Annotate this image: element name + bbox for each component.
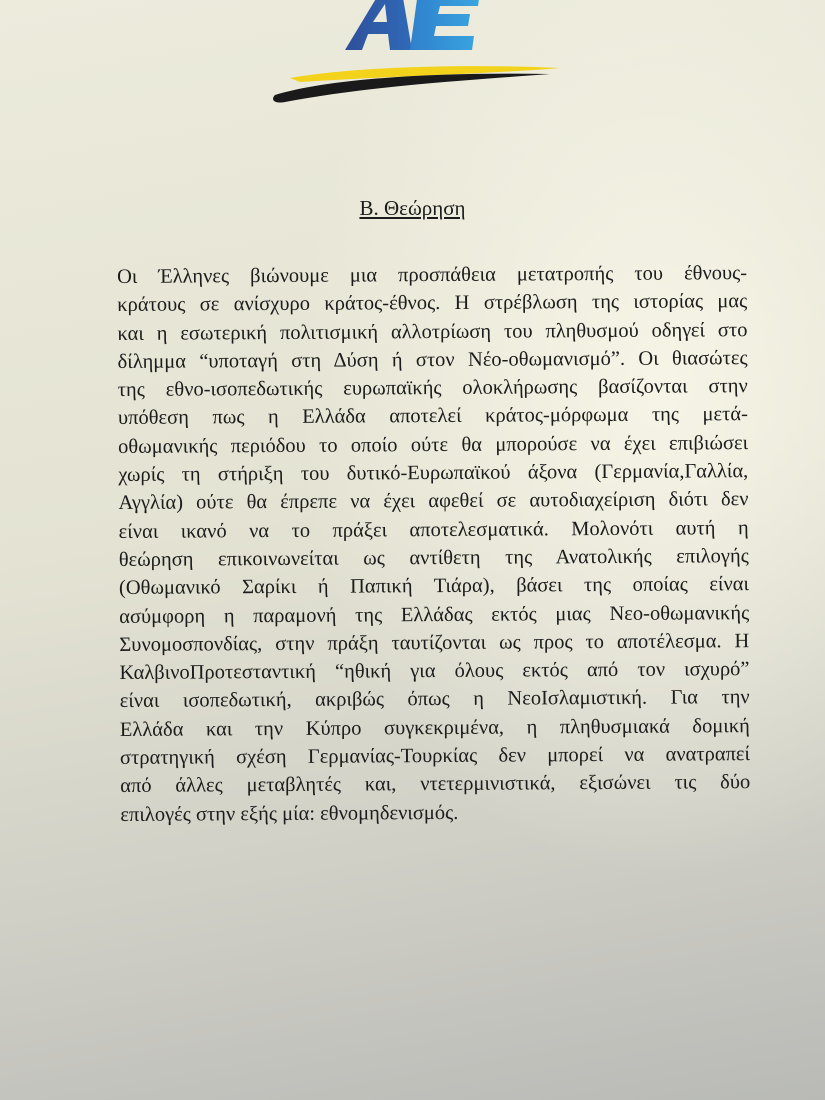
text-line: υπόθεση πως η Ελλάδα αποτελεί κράτος-μόρφωμα της μετά-: [117, 403, 749, 430]
text-line: δίλημμα “υποταγή στη Δύση ή στον Νέο-οθωμανισμό”. Οι θιασώτες: [117, 347, 748, 373]
body-paragraph: [117, 259, 750, 829]
text-line: της εθνο-ισοπεδωτικής ευρωπαϊκής ολοκλήρωσης βασίζονται στην: [117, 375, 748, 402]
text-line: είναι ισοπεδωτική, ακριβώς όπως η ΝεοΙσλαμιστική. Για την: [119, 686, 750, 713]
text-line: Συνομοσπονδίας, στην πράξη ταυτίζονται ως προς το αποτέλεσμα. Η: [119, 630, 750, 656]
text-line: από άλλες μεταβλητές και, ντετερμινιστικά, εξισώνει τις δύο: [120, 771, 751, 798]
party-logo: [340, 0, 490, 52]
text-line: Αγγλία) ούτε θα έπρεπε να έχει αφεθεί σε αυτοδιαχείριση διότι δεν: [118, 488, 749, 515]
text-line: ΚαλβινοΠροτεσταντική “ηθική για όλους εκτός από τον ισχυρό”: [119, 658, 750, 685]
text-line: θεώρηση επικοινωνείται ως αντίθετη της Ανατολικής επιλογής: [118, 545, 749, 571]
text-line: ασύμφορη η παραμονή της Ελλάδας εκτός μιας Νεο-οθωμανικής: [119, 601, 750, 628]
text-line: Ελλάδα και την Κύπρο συγκεκριμένα, η πληθυσμιακά δομική: [119, 714, 750, 741]
text-line: χωρίς τη στήριξη του δυτικό-Ευρωπαϊκού άξονα (Γερμανία,Γαλλία,: [118, 460, 749, 487]
text-line: στρατηγική σχέση Γερμανίας-Τουρκίας δεν μπορεί να ανατραπεί: [119, 743, 751, 770]
text-line: οθωμανικής περιόδου το οποίο ούτε θα μπορούσε να έχει επιβιώσει: [118, 431, 749, 458]
text-line: επιλογές στην εξής μία: εθνομηδενισμός.: [120, 801, 459, 826]
text-line: είναι ικανό να το πράξει αποτελεσματικά. Μολονότι αυτή η: [118, 516, 749, 543]
text-line: και η εσωτερική πολιτισμική αλλοτρίωση του πληθυσμού οδηγεί στο: [117, 318, 748, 345]
text-line: κράτους σε ανίσχυρο κράτος-έθνος. Η στρέβλωση της ιστορίας μας: [117, 290, 748, 317]
logo-swoosh: [270, 60, 570, 110]
text-line: (Οθωμανικό Σαρίκι ή Παπική Τιάρα), βάσει της οποίας είναι: [118, 573, 750, 600]
text-line: Οι Έλληνες βιώνουμε μια προσπάθεια μετατροπής του έθνους-: [117, 262, 748, 288]
section-heading: Β. Θεώρηση: [359, 196, 466, 220]
